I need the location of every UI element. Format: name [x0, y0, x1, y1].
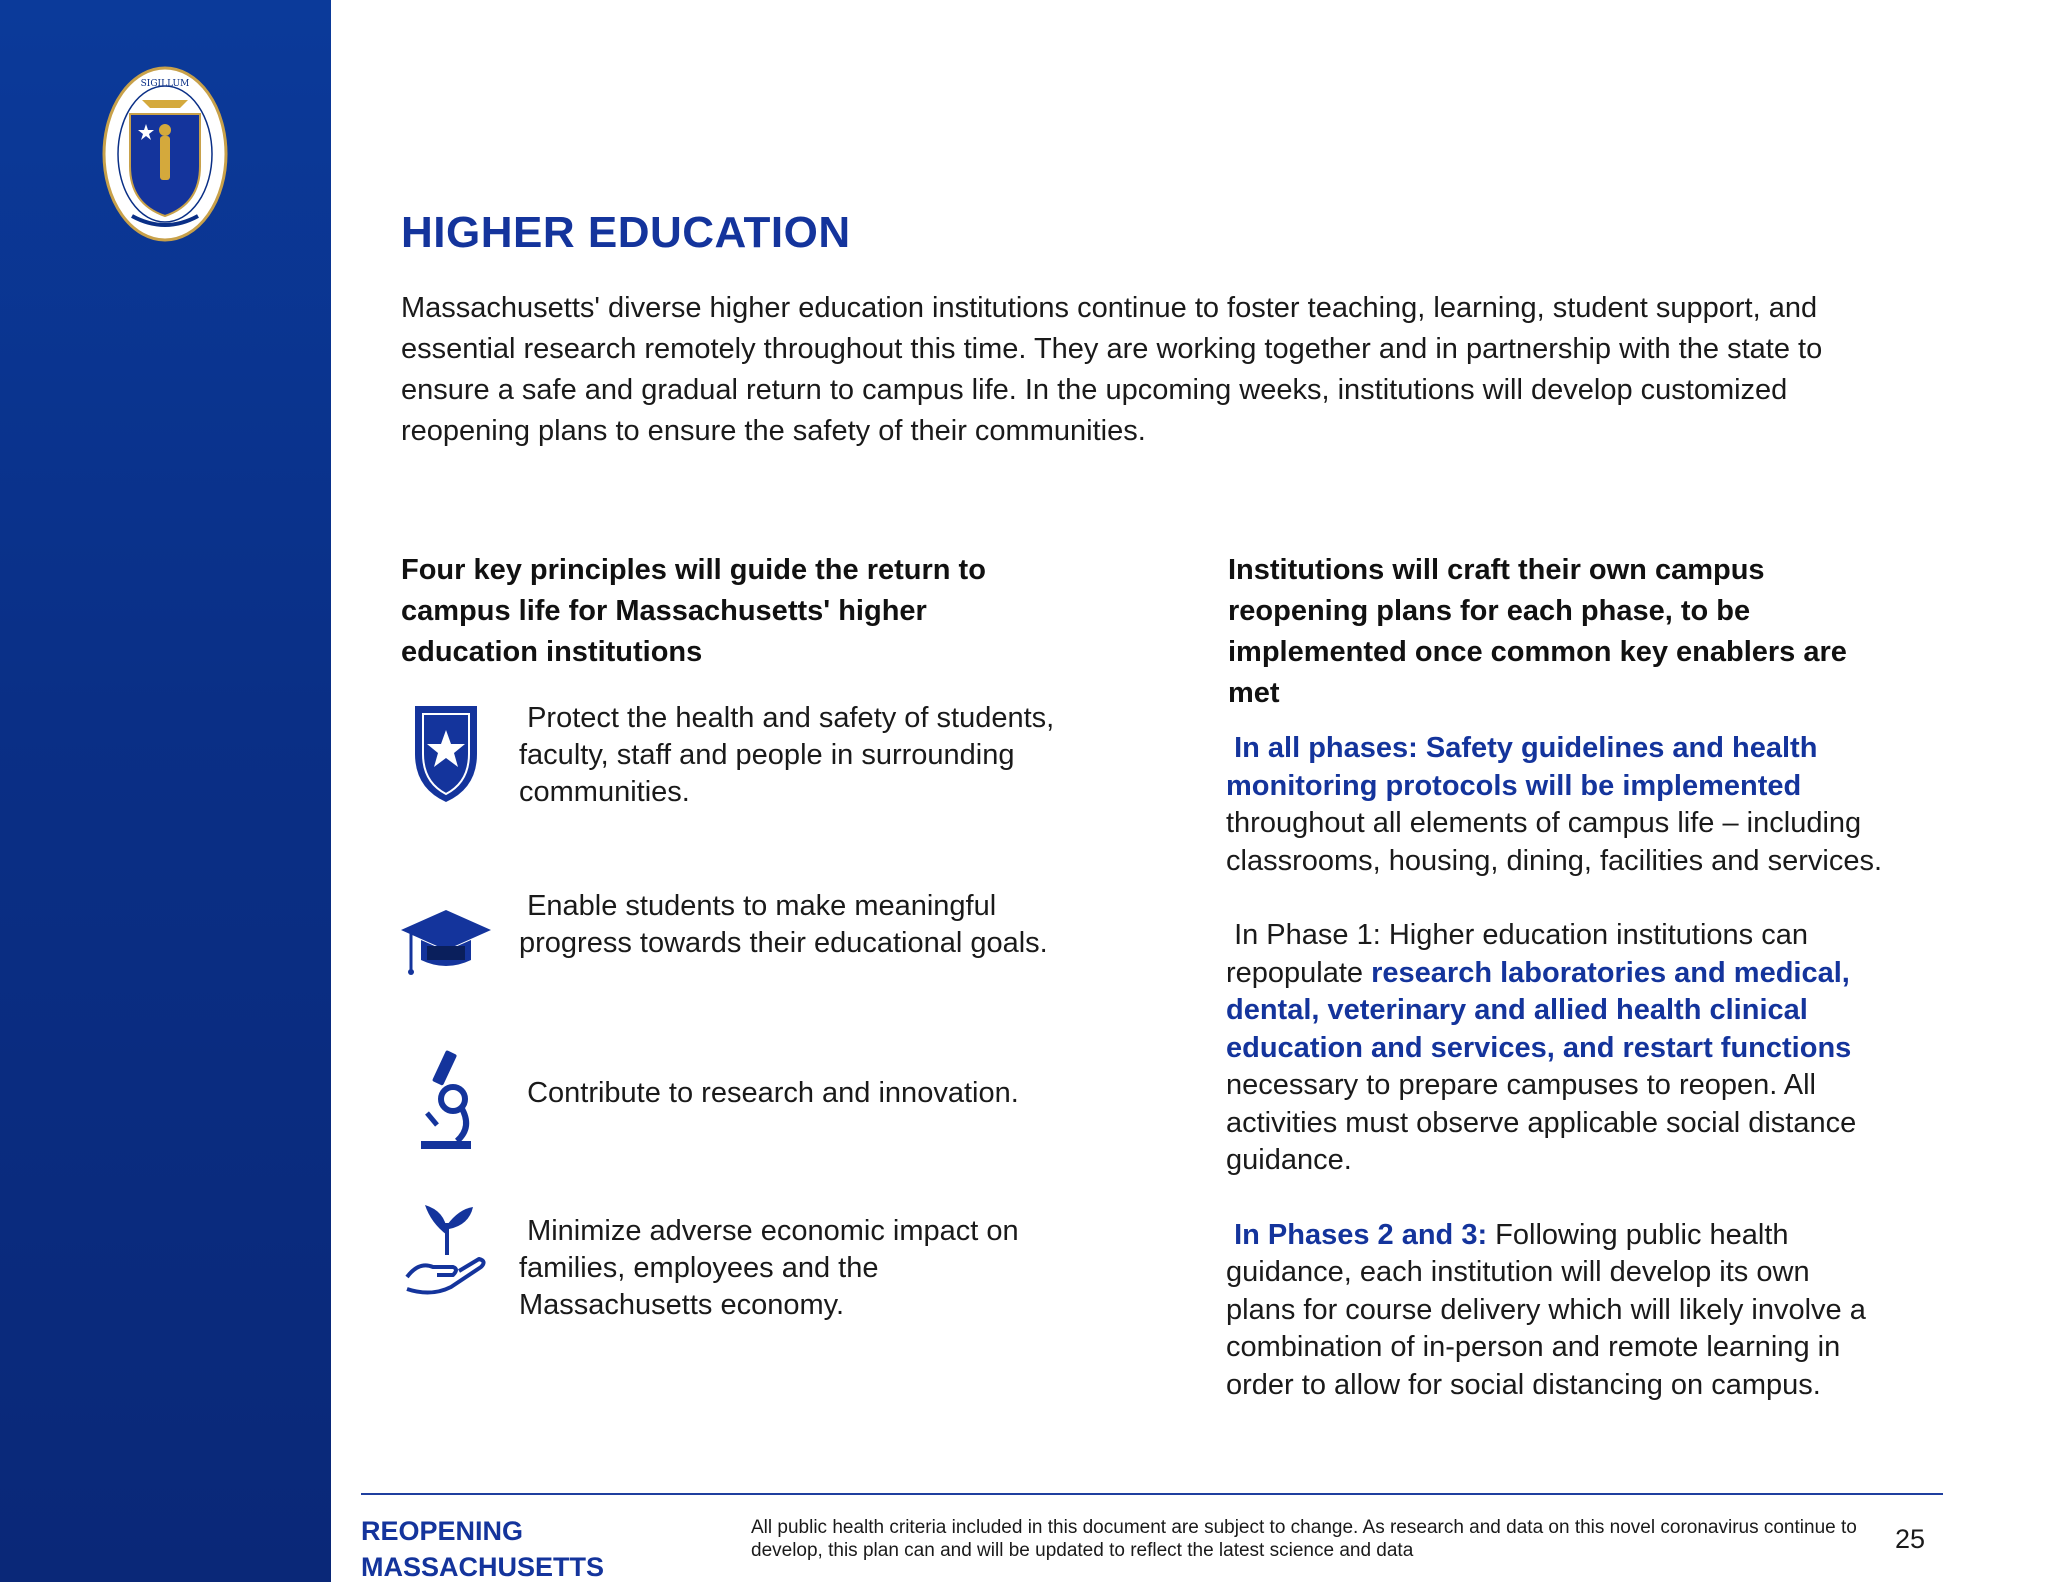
- phase1-paragraph: [1226, 917, 1886, 1180]
- principles-heading: Four key principles will guide the return to campus life for Massachusetts' higher education institutions: [401, 554, 986, 668]
- graduation-cap-icon: [401, 888, 491, 998]
- shield-star-icon: [401, 700, 491, 810]
- phase23-paragraph: [1226, 1217, 1886, 1405]
- phases-column: [1226, 730, 1886, 1441]
- phase23-text: Following public health guidance, each institution will develop its own plans for course delivery which will likely involve a combination of in-person and remote learning in order to allow for social distancing on campus.: [1226, 1218, 1874, 1401]
- svg-text:SIGILLUM: SIGILLUM: [140, 79, 190, 89]
- all-phases-highlight: In all phases: Safety guidelines and health monitoring protocols will be implemented: [1226, 732, 1826, 802]
- all-phases-text: throughout all elements of campus life – including classrooms, housing, dining, facilities and services.: [1226, 769, 1883, 877]
- intro-paragraph: Massachusetts' diverse higher education institutions continue to foster teaching, learning, student support, and essential research remotely throughout this time. They are working together and in partnership with the state to ensure a safe and gradual return to campus life. In the upcoming weeks, institutions will develop customized reopening plans to ensure the safety of their communities.: [401, 292, 1823, 447]
- phase23-highlight: In Phases 2 and 3:: [1226, 1218, 1488, 1251]
- footer-brand-line2: MASSACHUSETTS: [361, 1552, 605, 1582]
- all-phases-paragraph: [1226, 730, 1886, 880]
- footer-divider: [361, 1493, 1943, 1495]
- principle-text: Protect the health and safety of students, faculty, staff and people in surrounding communities.: [519, 702, 1063, 808]
- phase1-lead: In Phase 1: Higher education institutions can repopulate: [1226, 919, 1817, 989]
- principle-text: Enable students to make meaningful progress towards their educational goals.: [519, 890, 1048, 959]
- sidebar-band: [0, 0, 331, 1582]
- footer-disclaimer: All public health criteria included in this document are subject to change. As research and data on this novel coronavirus continue to develop, this plan can and will be updated to reflect the latest science and data: [751, 1517, 1857, 1561]
- footer-brand: [361, 1513, 604, 1585]
- plans-heading: Institutions will craft their own campus reopening plans for each phase, to be implemented once common key enablers are met: [1228, 554, 1847, 709]
- footer-brand-line1: REOPENING: [361, 1516, 524, 1546]
- principle-text: Contribute to research and innovation.: [519, 1077, 1019, 1109]
- microscope-icon: [401, 1047, 491, 1157]
- hand-sprout-icon: [401, 1195, 491, 1305]
- page-title: HIGHER EDUCATION: [401, 208, 851, 257]
- phase1-text: necessary to prepare campuses to reopen. All activities must observe applicable social distance guidance.: [1226, 1031, 1865, 1176]
- page-number: 25: [1895, 1524, 1926, 1554]
- phase1-highlight: research laboratories and medical, dental, veterinary and allied health clinical education and services, and restart functions: [1226, 956, 1858, 1064]
- principle-text: Minimize adverse economic impact on families, employees and the Massachusetts economy.: [519, 1215, 1027, 1321]
- state-seal-icon: [102, 66, 228, 242]
